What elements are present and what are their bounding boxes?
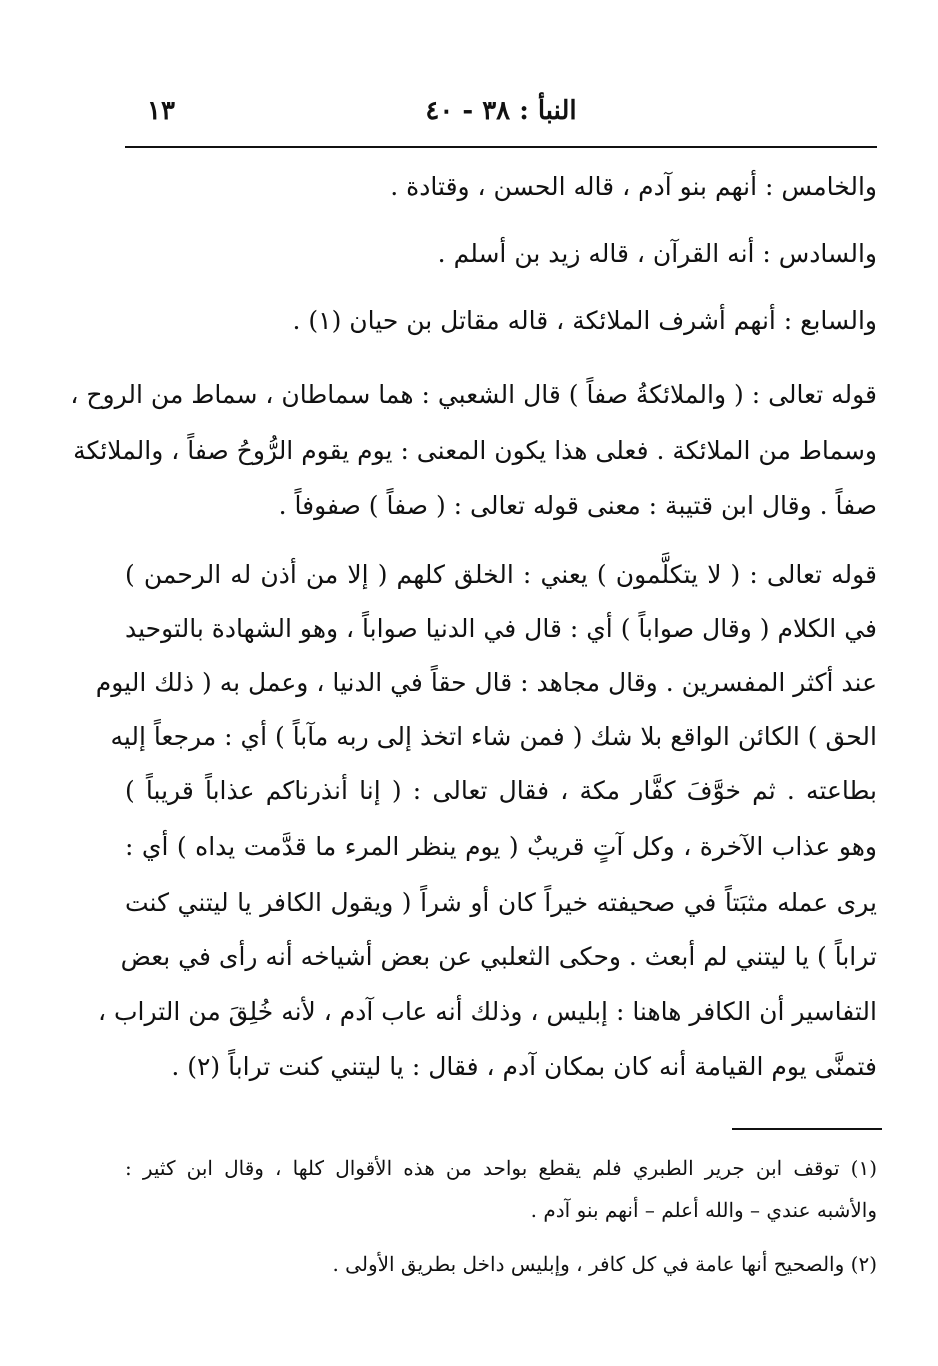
- text-line: عند أكثر المفسرين . وقال مجاهد : قال حقاً في الدنيا ، وعمل به ( ذلك اليوم: [95, 668, 877, 697]
- footnote-line: والأشبه عندي – والله أعلم – أنهم بنو آدم .: [530, 1198, 877, 1222]
- text-line: قوله تعالى : ( والملائكةُ صفاً ) قال الشعبي : هما سماطان ، سماط من الروح ،: [70, 380, 877, 409]
- text-line: فتمنَّى يوم القيامة أنه كان بمكان آدم ، فقال : يا ليتني كنت تراباً (٢) .: [171, 1052, 877, 1081]
- text-line: قوله تعالى : ( لا يتكلَّمون ) يعني : الخلق كلهم ( إلا من أذن له الرحمن ): [125, 560, 877, 589]
- footnote-rule: [732, 1128, 882, 1130]
- text-line: في الكلام ( وقال صواباً ) أي : قال في الدنيا صواباً ، وهو الشهادة بالتوحيد: [125, 614, 877, 643]
- footnote-line: (٢) والصحيح أنها عامة في كل كافر ، وإبليس داخل بطريق الأولى .: [332, 1252, 877, 1276]
- text-line: وهو عذاب الآخرة ، وكل آتٍ قريبٌ ( يوم ينظر المرء ما قدَّمت يداه ) أي :: [125, 832, 877, 861]
- text-line: يرى عمله مثبَتاً في صحيفته خيراً كان أو شراً ( ويقول الكافر يا ليتني كنت: [125, 888, 877, 917]
- text-line: تراباً ) يا ليتني لم أبعث . وحكى الثعلبي عن بعض أشياخه أنه رأى في بعض: [120, 942, 877, 971]
- text-line: الحق ) الكائن الواقع بلا شك ( فمن شاء اتخذ إلى ربه مآباً ) أي : مرجعاً إليه: [110, 722, 877, 751]
- text-line: صفاً . وقال ابن قتيبة : معنى قوله تعالى : ( صفاً ) صفوفاً .: [278, 491, 877, 520]
- page-number: ١٣: [147, 96, 175, 126]
- text-line: بطاعته . ثم خوَّفَ كفَّار مكة ، فقال تعالى : ( إنا أنذرناكم عذاباً قريباً ): [125, 776, 877, 805]
- page-header: [125, 86, 877, 148]
- text-line: والسابع : أنهم أشرف الملائكة ، قاله مقاتل بن حيان (١) .: [292, 306, 877, 335]
- text-line: وسماط من الملائكة . فعلى هذا يكون المعنى : يوم يقوم الرُّوحُ صفاً ، والملائكة: [73, 436, 877, 465]
- running-head: النبأ : ٣٨ - ٤٠: [425, 96, 577, 126]
- footnote-line: (١) توقف ابن جرير الطبري فلم يقطع بواحد من هذه الأقوال كلها ، وقال ابن كثير :: [125, 1156, 877, 1180]
- text-line: التفاسير أن الكافر هاهنا : إبليس ، وذلك أنه عاب آدم ، لأنه خُلِقَ من التراب ،: [97, 997, 877, 1026]
- text-line: والسادس : أنه القرآن ، قاله زيد بن أسلم .: [437, 239, 877, 268]
- text-line: والخامس : أنهم بنو آدم ، قاله الحسن ، وقتادة .: [390, 172, 877, 201]
